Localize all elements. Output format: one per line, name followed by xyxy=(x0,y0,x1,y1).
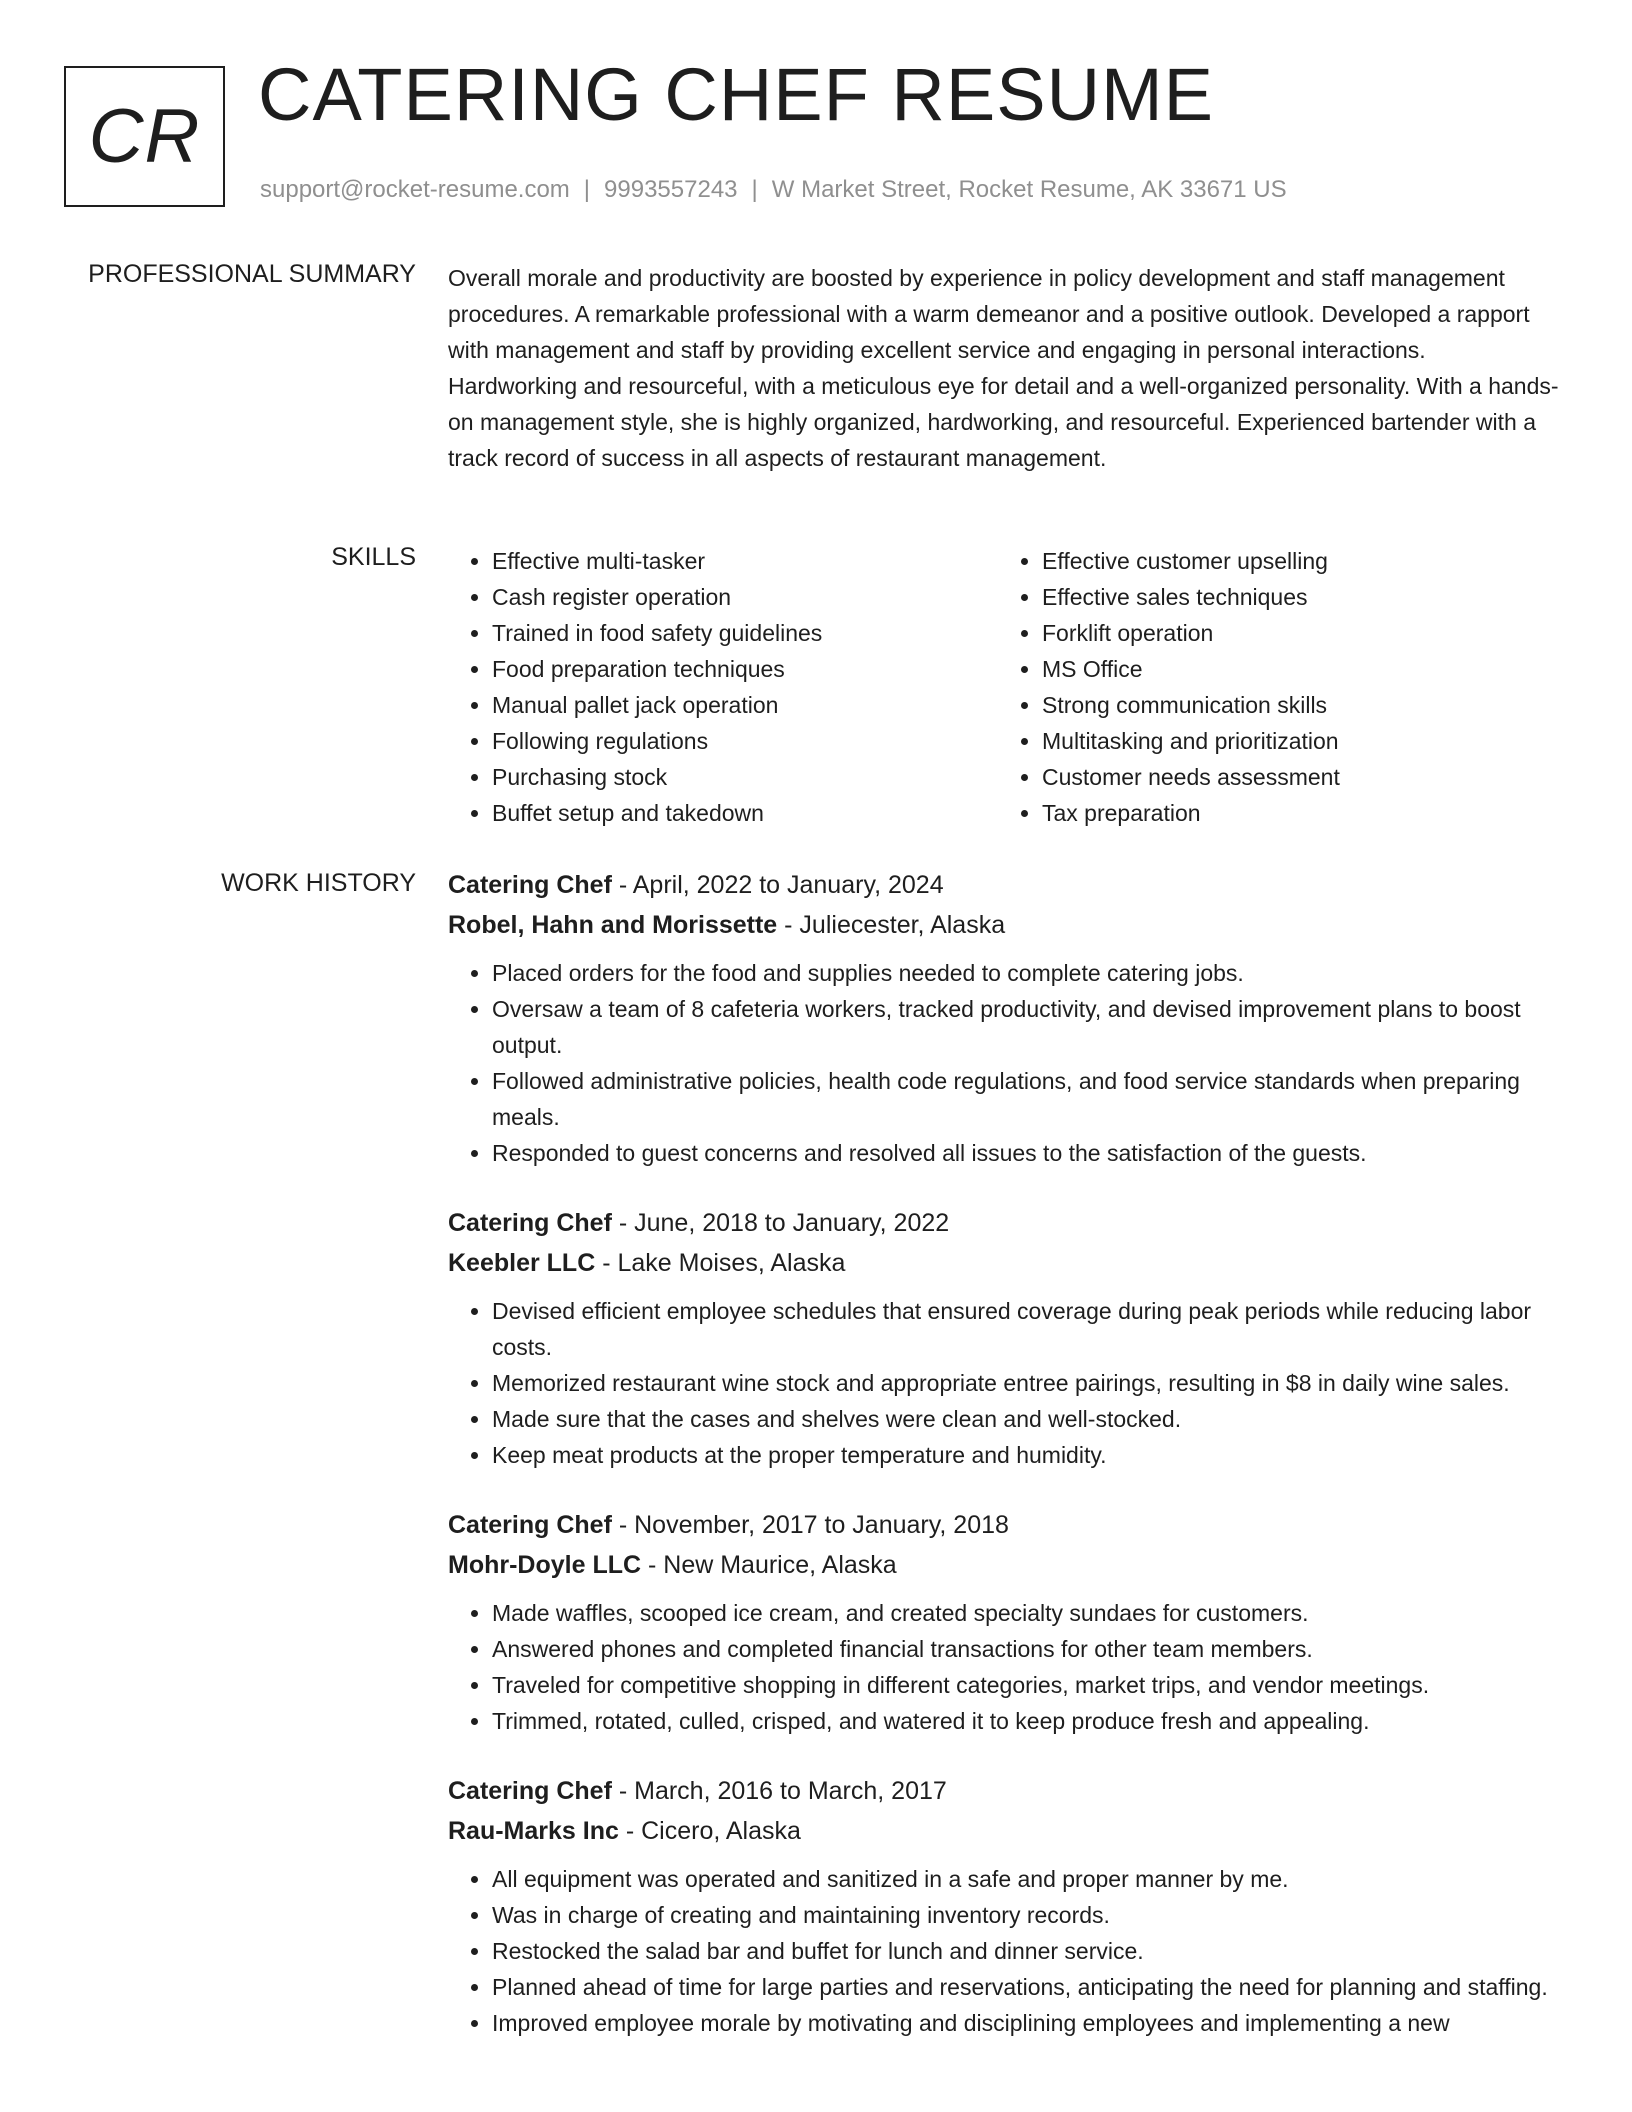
job-bullet: • Planned ahead of time for large parties and reservations, anticipating the need for planning and staffing. xyxy=(492,1969,1560,2005)
job-bullet: • Oversaw a team of 8 cafeteria workers, tracked productivity, and devised improvement plans to boost output. xyxy=(492,991,1560,1063)
skill-item: • Effective multi-tasker xyxy=(492,543,998,579)
job-title-line xyxy=(448,865,1560,905)
job-entry xyxy=(448,1505,1560,1739)
page-title: CATERING CHEF RESUME xyxy=(258,53,1215,136)
skill-item: • Customer needs assessment xyxy=(1042,759,1548,795)
job-bullet: • Traveled for competitive shopping in different categories, market trips, and vendor meetings. xyxy=(492,1667,1560,1703)
job-dates: - June, 2018 to January, 2022 xyxy=(611,1209,950,1237)
job-bullet: • Responded to guest concerns and resolved all issues to the satisfaction of the guests. xyxy=(492,1135,1560,1171)
skill-item: • MS Office xyxy=(1042,651,1548,687)
job-location: - New Maurice, Alaska xyxy=(641,1551,897,1579)
job-bullet: • Followed administrative policies, health code regulations, and food service standards when preparing meals. xyxy=(492,1063,1560,1135)
job-title-line xyxy=(448,1505,1560,1545)
job-bullet: • Keep meat products at the proper temperature and humidity. xyxy=(492,1437,1560,1473)
contact-email[interactable]: support@rocket-resume.com xyxy=(260,176,570,203)
skill-item: • Purchasing stock xyxy=(492,759,998,795)
job-dates: - March, 2016 to March, 2017 xyxy=(611,1777,947,1805)
job-role: Catering Chef xyxy=(448,1777,612,1805)
job-entry xyxy=(448,865,1560,1171)
job-bullet: • Trimmed, rotated, culled, crisped, and watered it to keep produce fresh and appealing. xyxy=(492,1703,1560,1739)
work-history-section xyxy=(448,865,1560,2073)
job-bullet: • Restocked the salad bar and buffet for lunch and dinner service. xyxy=(492,1933,1560,1969)
skills-section xyxy=(448,543,1560,831)
skills-grid xyxy=(448,543,1560,831)
skills-list-left xyxy=(448,543,998,831)
job-bullet: • Made sure that the cases and shelves were clean and well-stocked. xyxy=(492,1401,1560,1437)
job-role: Catering Chef xyxy=(448,1209,612,1237)
job-title-line xyxy=(448,1771,1560,1811)
job-company-line xyxy=(448,1243,1560,1283)
skill-item: • Multitasking and prioritization xyxy=(1042,723,1548,759)
skills-label: SKILLS xyxy=(331,543,416,571)
job-bullet: • Made waffles, scooped ice cream, and created specialty sundaes for customers. xyxy=(492,1595,1560,1631)
skill-item: • Effective sales techniques xyxy=(1042,579,1548,615)
job-bullet: • Memorized restaurant wine stock and appropriate entree pairings, resulting in $8 in daily wine sales. xyxy=(492,1365,1560,1401)
job-bullet: • Placed orders for the food and supplies needed to complete catering jobs. xyxy=(492,955,1560,991)
job-company: Mohr-Doyle LLC xyxy=(448,1551,642,1579)
summary-text: Overall morale and productivity are boosted by experience in policy development and staff management procedures. A remarkable professional with a warm demeanor and a positive outlook. Developed a rapport with management and staff by providing excellent service and engaging in personal interactions. Hardworking and resourceful, with a meticulous eye for detail and a well-organized personality. With a hands-on management style, she is highly organized, hardworking, and resourceful. Experienced bartender with a track record of success in all aspects of restaurant management. xyxy=(448,265,1559,471)
skill-item: • Following regulations xyxy=(492,723,998,759)
monogram-logo: CR xyxy=(64,66,225,207)
job-bullet: • Improved employee morale by motivating and disciplining employees and implementing a new xyxy=(492,2005,1560,2041)
work-history-label: WORK HISTORY xyxy=(221,869,416,897)
job-company-line xyxy=(448,1811,1560,1851)
job-bullets xyxy=(448,955,1560,1171)
job-company: Rau-Marks Inc xyxy=(448,1817,619,1845)
job-title-line xyxy=(448,1203,1560,1243)
skill-item: • Forklift operation xyxy=(1042,615,1548,651)
job-location: - Lake Moises, Alaska xyxy=(595,1249,846,1277)
job-dates: - April, 2022 to January, 2024 xyxy=(611,871,944,899)
job-location: - Cicero, Alaska xyxy=(618,1817,801,1845)
job-company-line xyxy=(448,905,1560,945)
skill-item: • Strong communication skills xyxy=(1042,687,1548,723)
job-entry xyxy=(448,1771,1560,2041)
contact-phone[interactable]: 9993557243 xyxy=(604,176,738,203)
job-bullets xyxy=(448,1293,1560,1473)
job-bullet: • Answered phones and completed financial transactions for other team members. xyxy=(492,1631,1560,1667)
job-bullet: • All equipment was operated and sanitized in a safe and proper manner by me. xyxy=(492,1861,1560,1897)
job-bullets xyxy=(448,1595,1560,1739)
skill-item: • Effective customer upselling xyxy=(1042,543,1548,579)
job-bullet: • Was in charge of creating and maintaining inventory records. xyxy=(492,1897,1560,1933)
job-company: Robel, Hahn and Morissette xyxy=(448,911,778,939)
skill-item: • Trained in food safety guidelines xyxy=(492,615,998,651)
skill-item: • Cash register operation xyxy=(492,579,998,615)
skill-item: • Manual pallet jack operation xyxy=(492,687,998,723)
skill-item: • Food preparation techniques xyxy=(492,651,998,687)
job-company: Keebler LLC xyxy=(448,1249,596,1277)
skills-list-right xyxy=(998,543,1548,831)
job-company-line xyxy=(448,1545,1560,1585)
contact-line xyxy=(260,176,1287,204)
job-role: Catering Chef xyxy=(448,871,612,899)
skill-item: • Buffet setup and takedown xyxy=(492,795,998,831)
job-bullet: • Devised efficient employee schedules that ensured coverage during peak periods while reducing labor costs. xyxy=(492,1293,1560,1365)
contact-separator: | xyxy=(751,176,758,203)
contact-address: W Market Street, Rocket Resume, AK 33671 US xyxy=(771,176,1287,203)
job-location: - Juliecester, Alaska xyxy=(777,911,1006,939)
contact-separator: | xyxy=(583,176,591,203)
job-dates: - November, 2017 to January, 2018 xyxy=(611,1511,1009,1539)
job-entry xyxy=(448,1203,1560,1473)
skill-item: • Tax preparation xyxy=(1042,795,1548,831)
summary-label: PROFESSIONAL SUMMARY xyxy=(88,260,416,288)
job-role: Catering Chef xyxy=(448,1511,612,1539)
job-bullets xyxy=(448,1861,1560,2041)
